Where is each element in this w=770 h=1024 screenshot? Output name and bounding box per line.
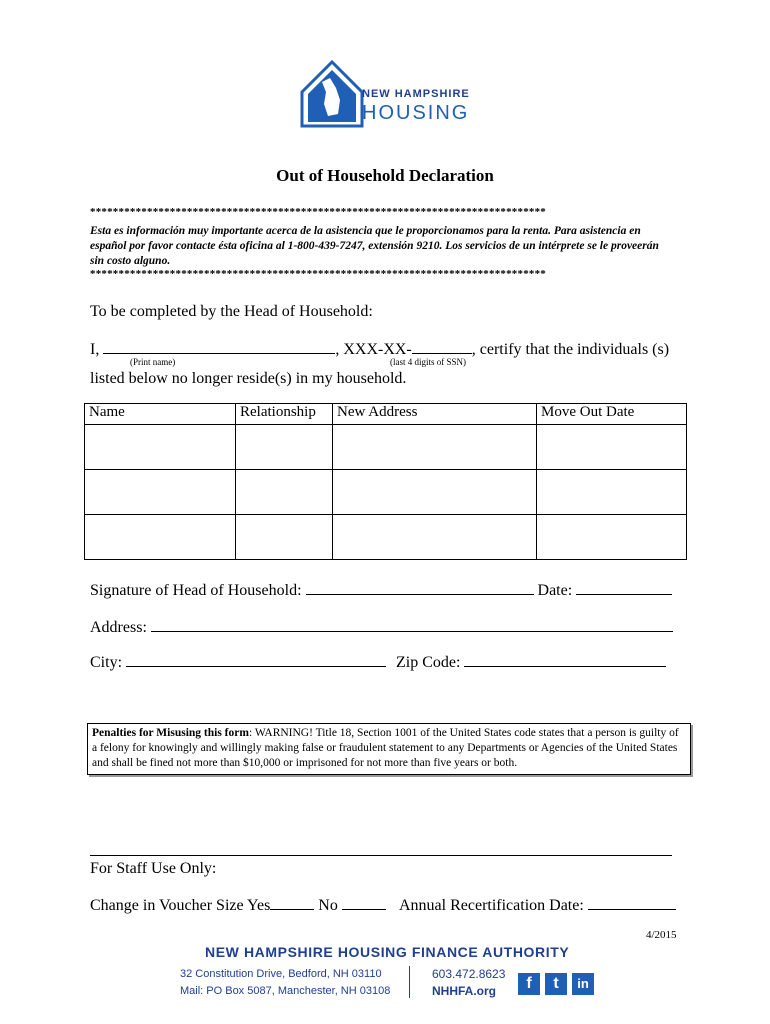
no-label: No: [314, 897, 342, 914]
footer-website[interactable]: NHHFA.org: [432, 984, 496, 998]
city-field[interactable]: [126, 652, 386, 667]
footer-address-1: 32 Constitution Drive, Bedford, NH 03110: [180, 968, 382, 980]
city-line: [90, 652, 666, 672]
footer-org-name: NEW HAMPSHIRE HOUSING FINANCE AUTHORITY: [205, 944, 570, 960]
table-header-row: [85, 404, 687, 425]
voucher-no-field[interactable]: [342, 895, 386, 910]
listed-below-text: listed below no longer reside(s) in my household.: [90, 370, 407, 387]
certify-line: [90, 339, 669, 359]
cell-relationship[interactable]: [236, 515, 333, 560]
intro-text: To be completed by the Head of Household:: [90, 303, 373, 320]
header-name: Name: [85, 404, 236, 425]
footer-address-2: Mail: PO Box 5087, Manchester, NH 03108: [180, 985, 391, 997]
cell-name[interactable]: [85, 470, 236, 515]
header-relationship: Relationship: [236, 404, 333, 425]
staff-label: For Staff Use Only:: [90, 860, 217, 877]
penalty-box: [87, 723, 691, 775]
cell-relationship[interactable]: [236, 470, 333, 515]
signature-field[interactable]: [306, 580, 534, 595]
cell-move-out-date[interactable]: [537, 425, 687, 470]
city-label: City:: [90, 654, 123, 671]
twitter-icon[interactable]: t: [545, 973, 567, 995]
ssn-hint: (last 4 digits of SSN): [390, 357, 467, 367]
header-new-address: New Address: [333, 404, 537, 425]
table-row: [85, 425, 687, 470]
ssn-field[interactable]: [412, 339, 472, 354]
print-name-field[interactable]: [103, 339, 335, 354]
star-divider-top: ********************************************************************************: [90, 206, 546, 218]
table-row: [85, 515, 687, 560]
cell-relationship[interactable]: [236, 425, 333, 470]
address-line: [90, 617, 673, 637]
form-title: Out of Household Declaration: [276, 166, 494, 185]
penalty-text: : WARNING! Title 18, Section 1001 of the United States code states that a person is guilty of a felony for knowingly and willingly making false or fraudulent statement to any Departments or Agencies of the United States and shall be fined not more than $10,000 or imprisoned for not more than five years or both.: [92, 727, 679, 769]
zip-label: Zip Code:: [396, 654, 461, 671]
facebook-icon[interactable]: f: [518, 973, 540, 995]
star-divider-bottom: ********************************************************************************: [90, 268, 546, 280]
date-label: Date:: [537, 582, 573, 599]
i-label: I,: [90, 341, 100, 358]
logo-line2: HOUSING: [362, 102, 470, 124]
cell-move-out-date[interactable]: [537, 470, 687, 515]
voucher-line: [90, 895, 676, 915]
footer-phone: 603.472.8623: [432, 967, 506, 981]
cell-move-out-date[interactable]: [537, 515, 687, 560]
voucher-label: Change in Voucher Size Yes: [90, 897, 271, 914]
cell-new-address[interactable]: [333, 515, 537, 560]
logo-line1: NEW HAMPSHIRE: [362, 88, 470, 100]
spanish-notice: Esta es información muy importante acerca de la asistencia que le proporcionamos para la renta. Para asistencia en español por favor contacte ésta oficina al 1-800-439-7247, extensión 9210. Los servicios de un intérprete se le proveerán sin costo alguno.: [90, 225, 659, 267]
address-field[interactable]: [151, 617, 673, 632]
ssn-label: , XXX-XX-: [335, 341, 412, 358]
header-move-out-date: Move Out Date: [537, 404, 687, 425]
recert-date-field[interactable]: [588, 895, 676, 910]
date-field[interactable]: [576, 580, 672, 595]
certify-text: , certify that the individuals (s): [471, 341, 670, 358]
recert-label: Annual Recertification Date:: [398, 897, 584, 914]
voucher-yes-field[interactable]: [270, 895, 314, 910]
signature-label: Signature of Head of Household:: [90, 582, 302, 599]
linkedin-icon[interactable]: in: [572, 973, 594, 995]
cell-name[interactable]: [85, 515, 236, 560]
footer-divider: [409, 966, 410, 998]
signature-line: [90, 580, 672, 600]
zip-field[interactable]: [464, 652, 666, 667]
cell-new-address[interactable]: [333, 425, 537, 470]
cell-new-address[interactable]: [333, 470, 537, 515]
cell-name[interactable]: [85, 425, 236, 470]
address-label: Address:: [90, 619, 147, 636]
form-date: 4/2015: [646, 929, 677, 941]
household-table: [84, 403, 687, 560]
penalty-heading: Penalties for Misusing this form: [92, 727, 249, 739]
table-row: [85, 470, 687, 515]
staff-divider: [90, 855, 672, 856]
print-name-hint: (Print name): [130, 357, 176, 367]
